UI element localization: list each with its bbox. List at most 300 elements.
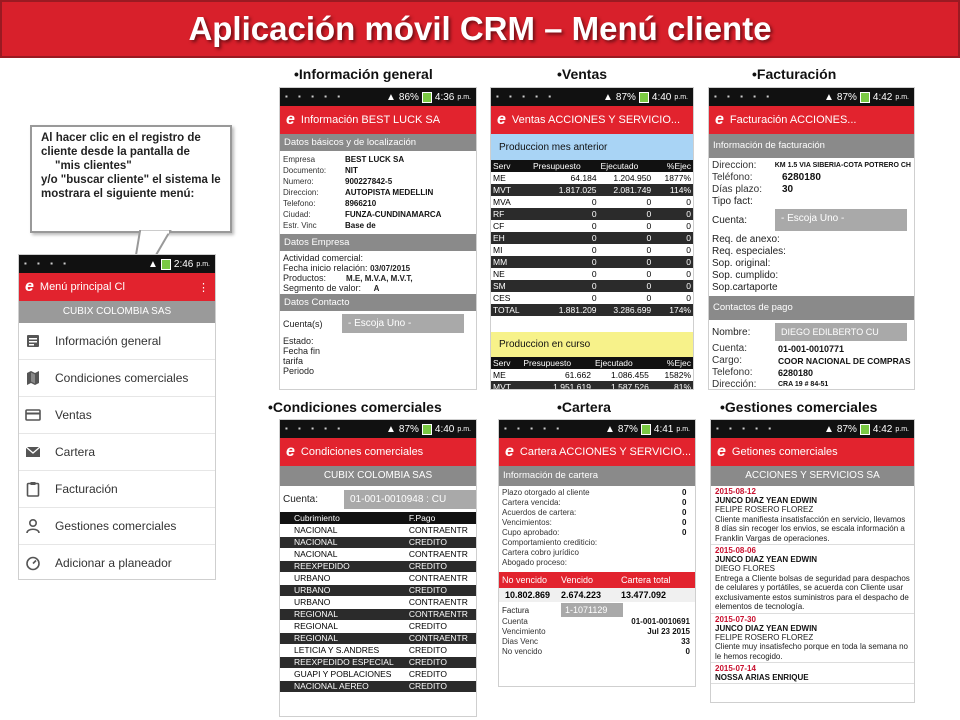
cell: NACIONAL — [280, 548, 407, 560]
cell: 0 — [646, 197, 652, 207]
productos-row — [280, 273, 476, 283]
app-bar — [19, 273, 215, 301]
app-bar — [280, 106, 476, 134]
client-name-header: CUBIX COLOMBIA SAS — [280, 466, 476, 486]
info-row — [709, 184, 914, 196]
info-row — [280, 209, 476, 220]
cartera-totals-header — [499, 572, 695, 588]
field-label: Cargo: — [712, 355, 743, 366]
signal-icon: ▲ — [148, 258, 158, 270]
cell: CREDITO — [407, 680, 476, 692]
field-value: 01-001-0010771 — [778, 344, 845, 354]
cell: GUAPI Y POBLACIONES — [280, 668, 407, 680]
field-value: Base de — [345, 221, 376, 230]
entry-person: FELIPE ROSERO FLOREZ — [715, 632, 814, 642]
cell: 10.802.869 — [505, 590, 551, 600]
ventas-phone — [490, 87, 694, 390]
cell: 0 — [591, 245, 597, 255]
field-label: Telefono: — [283, 199, 316, 208]
field-label: Direccion: — [283, 188, 319, 197]
cuenta-row — [280, 314, 476, 333]
info-row — [499, 538, 695, 548]
cell: NACIONAL — [280, 536, 407, 548]
cell: 0 — [531, 232, 599, 244]
field-label: Plazo otorgado al cliente — [502, 488, 590, 497]
app-bar-title: Facturación ACCIONES... — [729, 114, 857, 126]
band-en-curso: Produccion en curso — [491, 332, 693, 357]
cell: CONTRAENTR — [407, 548, 476, 560]
app-bar — [711, 438, 914, 466]
field-label: Cuenta: — [712, 343, 748, 354]
battery-icon — [161, 259, 171, 270]
cell: NACIONAL AEREO — [280, 680, 407, 692]
app-bar — [491, 106, 693, 134]
cell: MVT — [491, 184, 531, 196]
cell: REGIONAL — [280, 632, 407, 644]
table-row — [280, 668, 476, 680]
cell: ME — [493, 370, 506, 380]
tarifa-label: tarifa — [283, 356, 304, 366]
cell: SM — [491, 280, 531, 292]
info-row — [499, 637, 695, 647]
signal-icon: ▲ — [823, 91, 834, 103]
cell: 64.184 — [570, 173, 597, 183]
table-row — [280, 680, 476, 692]
cell: ME — [493, 173, 506, 183]
cell: CONTRAENTR — [407, 572, 476, 584]
cell: REEXPEDIDO — [280, 560, 407, 572]
signal-icon: ▲ — [604, 423, 615, 435]
info-row — [499, 518, 695, 528]
entry-person: DIEGO FLORES — [715, 564, 776, 573]
field-value: Jul 23 2015 — [647, 627, 690, 636]
field-label: Cartera vencida: — [502, 498, 561, 507]
status-bar: ▪ ▪ ▪ ▪ ▪ ▲ 87% 4:42 p.m. — [711, 420, 914, 438]
info-row — [499, 528, 695, 538]
cell: 1877% — [664, 173, 691, 183]
menu-list — [19, 323, 215, 580]
app-bar — [280, 438, 476, 466]
field-value: 30 — [782, 184, 794, 195]
app-logo-icon: e — [286, 111, 295, 128]
battery-icon — [641, 424, 651, 435]
battery-icon — [860, 424, 870, 435]
field-label: Cuenta: — [712, 214, 748, 226]
cell: MVA — [493, 197, 511, 207]
label-gestiones: •Gestiones comerciales — [720, 399, 878, 415]
app-bar — [709, 106, 914, 134]
info-row — [280, 165, 476, 176]
table-row — [280, 584, 476, 596]
callout-text-3: y/o "buscar cliente" el sistema le mostrara el siguiente menú: — [41, 174, 221, 200]
field-label: Nombre: — [712, 326, 751, 338]
entry-date: 2015-07-14 — [715, 664, 756, 673]
col-header: Ejecutado — [599, 160, 654, 172]
battery-level: 87% — [615, 91, 636, 103]
field-value: FUNZA-CUNDINAMARCA — [345, 210, 442, 219]
cell: 1.204.950 — [613, 173, 652, 183]
info-row — [499, 508, 695, 518]
condiciones-phone — [279, 419, 477, 717]
info-row — [280, 198, 476, 209]
label-ventas: •Ventas — [557, 66, 608, 82]
cell: 0 — [653, 232, 693, 244]
field-value: M.E, M.V.A, M.V.T, — [346, 274, 413, 283]
cuenta-dropdown[interactable]: - Escoja Uno - — [775, 209, 907, 231]
req-rows — [709, 234, 914, 294]
cartera-totals-row — [499, 588, 695, 602]
req-anexo-label: Req. de anexo: — [712, 234, 780, 245]
field-value: 0 — [682, 518, 687, 527]
cell: REGIONAL — [280, 608, 407, 620]
timer-icon — [25, 555, 41, 571]
app-bar-title: Menú principal Cl — [39, 281, 125, 293]
table-row-total — [491, 304, 693, 316]
sop-original-label: Sop. original: — [712, 258, 771, 269]
actividad-label: Actividad comercial: — [283, 253, 364, 263]
field-value: AUTOPISTA MEDELLIN — [345, 188, 434, 197]
cell: 0 — [653, 256, 693, 268]
field-label: Telefono: — [712, 367, 753, 378]
cell: 0 — [591, 197, 597, 207]
entry-text: Cliente manifiesta insatisfacción en servicio, llevamos 8 días sin recoger los envios, se escala información a Franklin Vargas de operaciones. — [715, 514, 906, 543]
entry-date: 2015-08-06 — [715, 546, 756, 555]
cell: CREDITO — [407, 656, 476, 668]
info-row — [499, 488, 695, 498]
field-value: 8966210 — [345, 199, 377, 208]
table-row — [491, 280, 693, 292]
menu-item-label: Facturación — [55, 482, 118, 496]
cell: 1.587.526 — [593, 381, 651, 390]
table-row — [491, 268, 693, 280]
app-logo-icon: e — [497, 111, 506, 128]
field-label: Estr. Vinc — [283, 221, 317, 230]
menu-item-label: Gestiones comerciales — [55, 519, 177, 533]
battery-level: 87% — [836, 91, 857, 103]
table-row — [280, 632, 476, 644]
field-value: A — [373, 284, 380, 293]
cell: CREDITO — [407, 536, 476, 548]
entry-text: Entrega a Cliente bolsas de seguridad para despachos de celulares y portátiles, se acuerda con Cliente usar exclusivamente estos suministros para el despacho de elementos de tecnología. — [715, 573, 910, 611]
cell: LETICIA Y S.ANDRES — [280, 644, 407, 656]
table-row — [280, 572, 476, 584]
callout-text-2: "mis clientes" — [55, 160, 132, 172]
field-label: Acuerdos de cartera: — [502, 508, 577, 517]
table-row — [491, 172, 693, 184]
menu-item-cartera[interactable] — [19, 434, 215, 471]
field-label: Segmento de valor: — [283, 283, 362, 293]
cell: CES — [493, 293, 511, 303]
cell: 1.951.619 — [521, 381, 593, 390]
gestion-entry[interactable] — [711, 614, 914, 664]
app-logo-icon: e — [286, 443, 295, 460]
menu-item-facturacion[interactable] — [19, 471, 215, 508]
facturacion-phone — [708, 87, 915, 390]
info-row — [709, 379, 914, 390]
band-mes-anterior: Produccion mes anterior — [491, 134, 693, 160]
cell: CF — [493, 221, 505, 231]
field-value: 6280180 — [782, 172, 821, 183]
table-row — [280, 620, 476, 632]
cell: URBANO — [280, 596, 407, 608]
table-row — [491, 220, 693, 232]
signal-icon: ▲ — [385, 423, 396, 435]
info-rows — [280, 151, 476, 231]
field-value: 900227842-5 — [345, 177, 393, 186]
table-row — [280, 596, 476, 608]
col-header: F.Pago — [407, 512, 476, 524]
info-row — [499, 627, 695, 637]
field-value: 01-001-0010691 — [631, 617, 690, 626]
gestion-entry[interactable] — [711, 545, 914, 614]
app-logo-icon: e — [717, 443, 726, 460]
status-bar: ▪ ▪ ▪ ▪ ▪ ▲ 87% 4:40 p.m. — [280, 420, 476, 438]
cell: MVT — [491, 381, 521, 390]
field-value: 0 — [682, 508, 687, 517]
table-row — [280, 548, 476, 560]
label-informacion-general: •Información general — [294, 66, 433, 82]
field-value: CRA 19 # 84-51 — [778, 381, 829, 388]
menu-item-label: Condiciones comerciales — [55, 371, 189, 385]
battery-icon — [860, 92, 870, 103]
status-bar: ▪ ▪ ▪ ▪ ▲ 2:46 p.m. — [19, 255, 215, 273]
cell: 1.817.025 — [531, 184, 599, 196]
cell: 0 — [591, 269, 597, 279]
status-bar: ▪ ▪ ▪ ▪ ▪ ▲ 87% 4:40 p.m. — [491, 88, 693, 106]
cell: CONTRAENTR — [407, 524, 476, 536]
col-header: Presupuesto — [531, 160, 599, 172]
col-header: Presupuesto — [521, 357, 593, 369]
info-row — [280, 220, 476, 231]
info-row — [280, 187, 476, 198]
gestion-entry[interactable] — [711, 486, 914, 545]
cell: 0 — [599, 208, 654, 220]
col-header: %Ejec — [651, 357, 693, 369]
col-header: Cartera total — [621, 575, 671, 585]
cell: CREDITO — [407, 560, 476, 572]
menu-item-ventas[interactable] — [19, 397, 215, 434]
req-especiales-label: Req. especiales: — [712, 246, 786, 257]
cartera-rows2 — [499, 617, 695, 657]
field-value: 6280180 — [778, 368, 814, 378]
document-icon — [25, 333, 41, 349]
table-row — [491, 381, 693, 390]
table-row — [280, 524, 476, 536]
menu-item-label: Cartera — [55, 445, 96, 459]
segmento-row — [280, 283, 476, 293]
menu-item-condiciones[interactable] — [19, 360, 215, 397]
app-bar-title: Ventas ACCIONES Y SERVICIO... — [511, 114, 681, 126]
status-time: 4:41 — [653, 423, 674, 435]
battery-icon — [422, 424, 432, 435]
cell: 0 — [531, 256, 599, 268]
cell: 81% — [651, 381, 693, 390]
col-header: Cubrimiento — [280, 512, 407, 524]
cell: 0 — [653, 208, 693, 220]
field-label: Cuenta — [502, 617, 528, 626]
field-value: 0 — [682, 528, 687, 537]
field-label: Factura — [502, 605, 530, 615]
cell: 0 — [591, 293, 597, 303]
cartera-rows — [499, 486, 695, 568]
app-bar — [499, 438, 695, 466]
field-label: Empresa — [283, 155, 316, 164]
table-row — [280, 608, 476, 620]
factura-row — [499, 603, 695, 617]
tipo-label: Tipo fact: — [712, 196, 753, 207]
overflow-menu-icon[interactable]: ⋮ — [198, 281, 209, 294]
app-logo-icon: e — [715, 111, 724, 128]
field-value: COOR NACIONAL DE COMPRAS — [778, 356, 911, 366]
cell: 114% — [653, 184, 693, 196]
status-time: 4:42 — [872, 423, 893, 435]
cell: URBANO — [280, 572, 407, 584]
field-value: 0 — [682, 488, 687, 497]
cell: 1582% — [664, 370, 691, 380]
field-label: Numero: — [283, 177, 314, 186]
app-logo-icon: e — [25, 278, 34, 295]
info-row — [709, 172, 914, 184]
table-row — [280, 656, 476, 668]
info-phone — [279, 87, 477, 390]
table-row — [280, 644, 476, 656]
app-bar-title: Getiones comerciales — [731, 446, 838, 458]
estado-label: Estado: — [283, 336, 314, 346]
factura-dropdown[interactable]: 1-1071129 — [561, 603, 623, 617]
nombre-row — [709, 323, 914, 341]
menu-phone — [18, 254, 216, 580]
cell: 0 — [653, 280, 693, 292]
info-row — [499, 548, 695, 558]
cell: 0 — [646, 245, 652, 255]
cell: 61.662 — [564, 370, 591, 380]
field-label: Cartera cobro jurídico — [502, 548, 579, 557]
field-label: Días plazo: — [712, 184, 763, 195]
menu-item-label: Ventas — [55, 408, 92, 422]
cell: 0 — [686, 245, 691, 255]
cell: CONTRAENTR — [407, 596, 476, 608]
cell: 0 — [599, 256, 654, 268]
field-value: 0 — [682, 498, 687, 507]
slide-title-bar — [0, 0, 960, 58]
cell: CONTRAENTR — [407, 608, 476, 620]
status-time: 4:40 — [434, 423, 455, 435]
cartera-phone — [498, 419, 696, 687]
field-label: Abogado proceso: — [502, 558, 567, 567]
field-label: Vencimientos: — [502, 518, 552, 527]
field-label: Cuenta: — [283, 494, 319, 505]
cuenta-dropdown[interactable]: 01-001-0010948 : CU — [344, 490, 476, 509]
col-header: Ejecutado — [593, 357, 651, 369]
cell: EH — [491, 232, 531, 244]
app-logo-icon: e — [505, 443, 514, 460]
field-label: Cupo aprobado: — [502, 528, 560, 537]
field-label: Cuenta(s) — [283, 318, 323, 329]
periodo-label: Periodo — [283, 366, 315, 376]
col-header: Serv — [491, 160, 531, 172]
gestion-entry[interactable] — [711, 663, 914, 684]
callout-bubble — [30, 125, 232, 233]
slide-title: Aplicación móvil CRM – Menú cliente — [188, 10, 772, 47]
col-header: %Ejec — [653, 160, 693, 172]
app-bar-title: Cartera ACCIONES Y SERVICIO... — [519, 446, 692, 458]
label-cartera: •Cartera — [557, 399, 611, 415]
credit-card-icon — [25, 407, 41, 423]
field-label: Ciudad: — [283, 210, 311, 219]
entry-text: Cliente muy insatisfecho porque en toda la semana no le hemos recogido. — [715, 642, 909, 661]
status-time: 4:40 — [651, 91, 672, 103]
battery-level: 87% — [398, 423, 419, 435]
fact-rows — [709, 158, 914, 207]
cell: 0 — [646, 293, 652, 303]
battery-level: 87% — [836, 423, 857, 435]
signal-icon: ▲ — [385, 91, 396, 103]
label-facturacion: •Facturación — [752, 66, 837, 82]
field-label: Direccion: — [712, 160, 757, 171]
col-header: Serv — [491, 357, 521, 369]
app-bar-title: Información BEST LUCK SA — [300, 114, 441, 126]
client-name-header: ACCIONES Y SERVICIOS SA — [711, 466, 914, 486]
sop-cumplido-label: Sop. cumplido: — [712, 270, 779, 281]
cell: URBANO — [280, 584, 407, 596]
table-row — [491, 369, 693, 381]
field-label: Productos: — [283, 273, 327, 283]
ventas-curso-table — [491, 357, 693, 390]
field-label: Vencimiento — [502, 627, 546, 636]
entry-name: JUNCO DIAZ YEAN EDWIN — [715, 555, 818, 564]
table-row — [491, 232, 693, 244]
menu-item-planeador[interactable] — [19, 545, 215, 580]
cell: 0 — [686, 197, 691, 207]
table-row — [280, 560, 476, 572]
cell: 1.086.455 — [611, 370, 649, 380]
fecha-row — [280, 263, 476, 273]
label-condiciones: •Condiciones comerciales — [268, 399, 442, 415]
section-header: Datos Contacto — [280, 294, 476, 311]
cell: 0 — [646, 221, 652, 231]
cuenta-dropdown[interactable]: - Escoja Uno - — [342, 314, 464, 333]
cell: 0 — [686, 293, 691, 303]
col-header: Vencido — [561, 575, 594, 585]
field-value: 0 — [685, 647, 690, 656]
entry-name: JUNCO DIAZ YEAN EDWIN — [715, 496, 818, 505]
callout-text-1: Al hacer clic en el registro de cliente desde la pantalla de — [41, 132, 201, 158]
info-row — [709, 343, 914, 355]
nombre-dropdown[interactable]: DIEGO EDILBERTO CU — [775, 323, 907, 341]
menu-item-informacion[interactable] — [19, 323, 215, 360]
status-time: 2:46 — [173, 258, 194, 270]
menu-item-gestiones[interactable] — [19, 508, 215, 545]
battery-icon — [422, 92, 432, 103]
section-header: Contactos de pago — [709, 296, 914, 320]
field-value: KM 1.5 VIA SIBERIA-COTA POTRERO CH — [774, 162, 911, 169]
cell: CREDITO — [407, 584, 476, 596]
cell: RF — [491, 208, 531, 220]
table-row — [280, 536, 476, 548]
info-row — [499, 647, 695, 657]
map-icon — [25, 370, 41, 386]
entry-name: JUNCO DIAZ YEAN EDWIN — [715, 623, 818, 633]
cell: MM — [491, 256, 531, 268]
cell: MI — [493, 245, 503, 255]
client-name-header: CUBIX COLOMBIA SAS — [19, 301, 215, 323]
cell: NACIONAL — [280, 524, 407, 536]
entry-person: FELIPE ROSERO FLOREZ — [715, 505, 814, 514]
cell: CREDITO — [407, 644, 476, 656]
cell: 3.286.699 — [599, 304, 654, 316]
field-label: Dirección: — [712, 379, 757, 390]
table-row — [491, 196, 693, 208]
